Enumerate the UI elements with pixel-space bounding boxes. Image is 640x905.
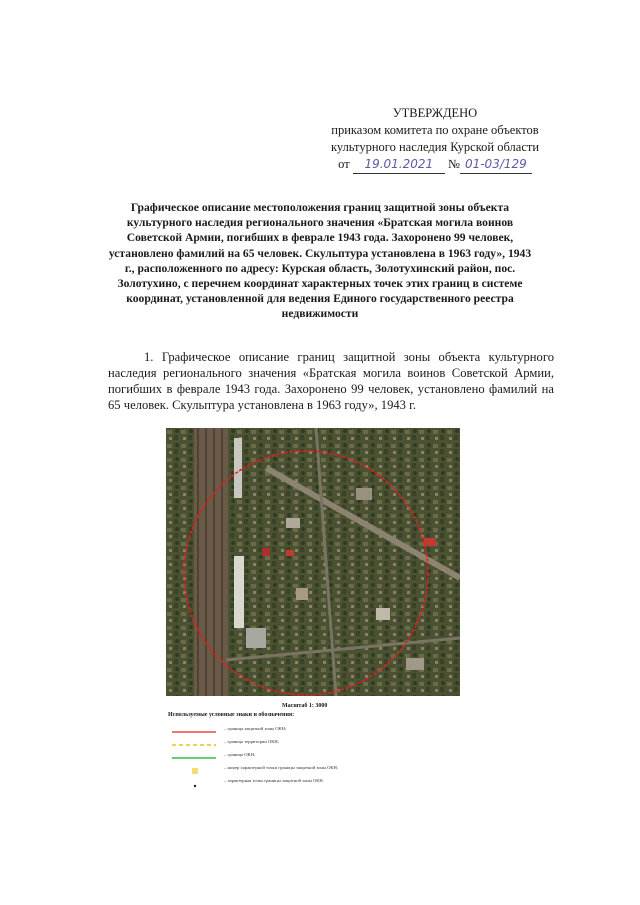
yellow-dash-icon (170, 737, 220, 747)
approval-heading: УТВЕРЖДЕНО (392, 106, 478, 120)
from-label: от (338, 157, 350, 171)
legend-item (170, 735, 470, 748)
legend-item (170, 774, 470, 787)
date-field (353, 156, 445, 174)
number-label: № (447, 157, 460, 171)
satellite-map (166, 428, 460, 696)
document-title: Графическое описание местоположения границ защитной зоны объекта культурного наследия регионального значения «Братская могила воинов Советской Армии, погибших в феврале 1943 года. Захоронено 99 человек, установлено фамилий на 65 человек. Скульптура установлена в 1963 году», 1943 г., расположенного по адресу: Курская область, Золотухинский район, пос. Золотухино, с перечнем координат характерных точек этих границ в системе координат, установленной для ведения Единого государственного реестра недвижимости (108, 201, 532, 321)
legend-text: – граница ОКН; (224, 752, 256, 757)
legend-text: – граница защитной зоны ОКН; (224, 726, 287, 731)
legend-item (170, 722, 470, 735)
point-label-icon (170, 763, 220, 773)
number-field (460, 156, 532, 174)
map-scale: Масштаб 1: 3000 (282, 703, 328, 709)
approval-block (300, 105, 570, 174)
legend-item (170, 748, 470, 761)
red-line-icon (170, 724, 220, 734)
legend-text: – номер характерной точки границы защитной зоны ОКН; (224, 765, 339, 770)
legend-text: – граница территории ОКН; (224, 739, 279, 744)
number-handwritten: 01-03/129 (464, 157, 527, 171)
dot-icon (170, 776, 220, 786)
legend-text: – характерная точка границы защитной зоны ОКН. (224, 778, 324, 783)
approval-line-1: приказом комитета по охране объектов (331, 123, 539, 137)
legend-title: Используемые условные знаки и обозначения: (168, 712, 295, 718)
paragraph-1: 1. Графическое описание границ защитной зоны объекта культурного наследия регионального значения «Братская могила воинов Советской Армии, погибших в феврале 1943 года. Захоронено 99 человек, установлено фамилий на 65 человек. Скульптура установлена в 1963 году», 1943 г. (108, 350, 554, 412)
approval-date-number (300, 156, 570, 174)
approval-line-2: культурного наследия Курской области (330, 140, 540, 154)
legend-item (170, 761, 470, 774)
map-legend (170, 722, 470, 787)
date-handwritten: 19.01.2021 (364, 157, 434, 171)
green-line-icon (170, 750, 220, 760)
